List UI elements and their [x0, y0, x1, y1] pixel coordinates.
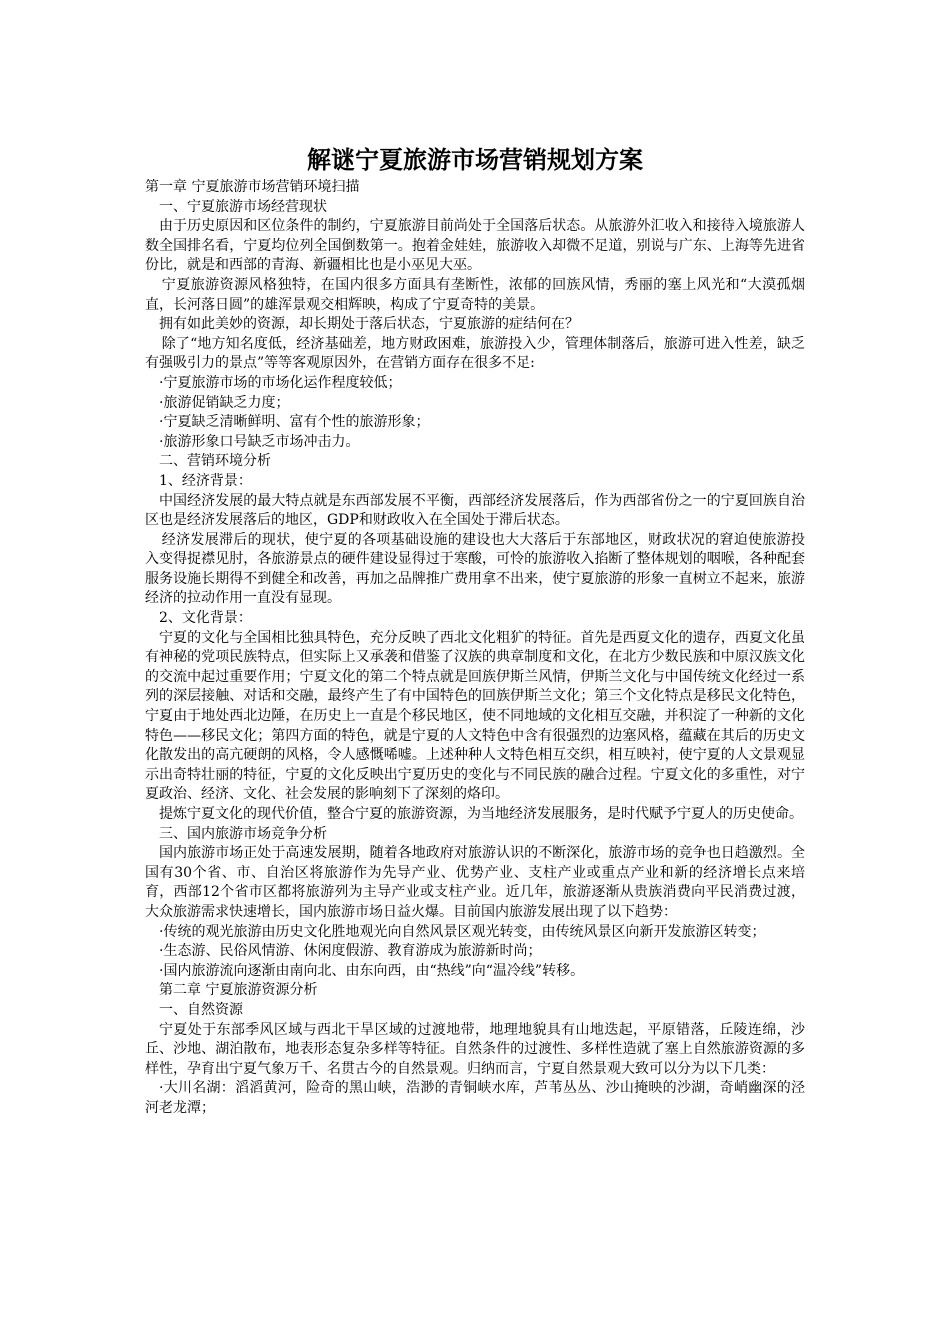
bullet-item: ·宁夏缺乏清晰鲜明、富有个性的旅游形象； — [159, 414, 430, 431]
bullet-item: ·大川名湖：滔滔黄河，险奇的黑山峡，浩渺的青铜峡水库，芦苇丛丛、沙山掩映的沙湖，奇峭幽深的泾河老龙潭； — [145, 1080, 805, 1116]
document-title: 解谜宁夏旅游市场营销规划方案 — [307, 146, 643, 174]
paragraph: 1、经济背景： — [159, 472, 252, 489]
document-page — [145, 142, 805, 1119]
paragraph: 宁夏的文化与全国相比独具特色，充分反映了西北文化粗犷的特征。首先是西夏文化的遗存，西夏文化虽有神秘的党项民族特点，但实际上又承袭和借鉴了汉族的典章制度和文化，在北方少数民族和中原汉族文化的交流中起过重要作用；宁夏文化的第二个特点就是回族伊斯兰风情，伊斯兰文化与中国传统文化经过一系列的深层接触、对话和交融，最终产生了有中国特色的回族伊斯兰文化；第三个文化特点是移民文化特色，宁夏由于地处西北边陲，在历史上一直是个移民地区，使不同地域的文化相互交融，并积淀了一种新的文化特色——移民文化；第四方面的特色，就是宁夏的人文特色中含有很强烈的边塞风格，蕴藏在其后的历史文化散发出的高亢硬朗的风格，令人感慨唏嘘。上述种种人文特色相互交织，相互映衬，使宁夏的人文景观显示出奇特壮丽的特征，宁夏的文化反映出宁夏历史的变化与不同民族的融合过程。宁夏文化的多重性，对宁夏政治、经济、文化、社会发展的影响刻下了深刻的烙印。 — [145, 629, 805, 803]
paragraph: 第一章 宁夏旅游市场营销环境扫描 — [145, 179, 360, 195]
bullet-item: ·传统的观光旅游由历史文化胜地观光向自然风景区观光转变，由传统风景区向新开发旅游区转变； — [159, 923, 766, 940]
paragraph: 提炼宁夏文化的现代价值，整合宁夏的旅游资源，为当地经济发展服务，是时代赋予宁夏人的历史使命。 — [159, 806, 803, 822]
paragraph: 宁夏处于东部季风区域与西北干旱区域的过渡地带，地理地貌具有山地迭起，平原错落，丘陵连绵，沙丘、沙地、湖泊散布，地表形态复杂多样等特征。自然条件的过渡性、多样性造就了塞上自然旅游资源的多样性，孕育出宁夏气象万千、名贯古今的自然景观。归纳而言，宁夏自然景观大致可以分为以下几类： — [145, 1021, 805, 1077]
paragraph: 一、宁夏旅游市场经营现状 — [159, 198, 327, 215]
paragraph: 三、国内旅游市场竞争分析 — [159, 825, 327, 842]
bullet-item: ·国内旅游流向逐渐由南向北、由东向西，由“热线”向“温冷线”转移。 — [159, 962, 585, 979]
paragraph: 一、自然资源 — [159, 1001, 243, 1018]
paragraph: 二、营销环境分析 — [159, 453, 271, 470]
bullet-item: ·宁夏旅游市场的市场化运作程度较低； — [159, 374, 402, 391]
paragraph: 国内旅游市场正处于高速发展期，随着各地政府对旅游认识的不断深化，旅游市场的竞争也日趋激烈。全国有30个省、市、自治区将旅游作为先导产业、优势产业、支柱产业或重点产业和新的经济增长点来培育，西部12个省市区都将旅游列为主导产业或支柱产业。近几年，旅游逐渐从贵族消费向平民消费过渡，大众旅游需求快速增长，国内旅游市场日益火爆。目前国内旅游发展出现了以下趋势： — [145, 845, 805, 920]
paragraph: 中国经济发展的最大特点就是东西部发展不平衡，西部经济发展落后，作为西部省份之一的宁夏回族自治区也是经济发展落后的地区，GDP和财政收入在全国处于滞后状态。 — [145, 492, 805, 529]
paragraph: 由于历史原因和区位条件的制约，宁夏旅游目前尚处于全国落后状态。从旅游外汇收入和接待入境旅游人数全国排名看，宁夏均位列全国倒数第一。抱着金娃娃，旅游收入却微不足道，别说与广东、上海等先进省份比，就是和西部的青海、新疆相比也是小巫见大巫。 — [145, 218, 805, 274]
paragraph: 除了“地方知名度低，经济基础差，地方财政困难，旅游投入少，管理体制落后，旅游可进入性差，缺乏有强吸引力的景点”等等客观原因外，在营销方面存在很多不足: — [145, 335, 805, 372]
paragraph: 2、文化背景： — [159, 610, 252, 627]
bullet-item: ·生态游、民俗风情游、休闲度假游、教育游成为旅游新时尚； — [159, 943, 542, 960]
document-body — [145, 178, 805, 1119]
paragraph: 宁夏旅游资源风格独特，在国内很多方面具有垄断性，浓郁的回族风情，秀丽的塞上风光和“大漠孤烟直，长河落日圆”的雄浑景观交相辉映，构成了宁夏奇特的美景。 — [145, 276, 805, 313]
bullet-item: ·旅游形象口号缺乏市场冲击力。 — [159, 433, 360, 450]
paragraph: 拥有如此美妙的资源，却长期处于落后状态，宁夏旅游的症结何在？ — [159, 316, 579, 333]
paragraph: 经济发展滞后的现状，使宁夏的各项基础设施的建设也大大落后于东部地区，财政状况的窘迫使旅游投入变得捉襟见肘，各旅游景点的硬件建设显得过于寒酸，可怜的旅游收入掐断了整体规划的咽喉，各种配套服务设施长期得不到健全和改善，再加之品牌推广费用拿不出来，使宁夏旅游的形象一直树立不起来，旅游经济的拉动作用一直没有显现。 — [145, 531, 805, 607]
bullet-item: ·旅游促销缺乏力度； — [159, 394, 290, 411]
paragraph: 第二章 宁夏旅游资源分析 — [159, 982, 318, 999]
